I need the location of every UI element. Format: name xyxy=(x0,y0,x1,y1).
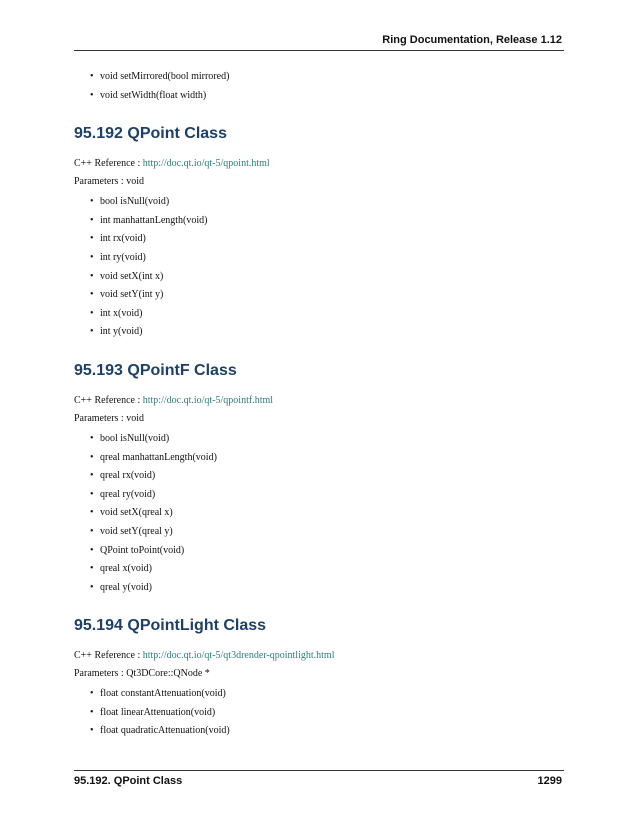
reference-link[interactable]: http://doc.qt.io/qt-5/qpoint.html xyxy=(142,158,270,170)
bullet-icon: • xyxy=(90,488,94,500)
footer-section-title: 95.192. QPoint Class xyxy=(74,775,183,787)
bullet-icon: • xyxy=(90,251,94,263)
bullet-icon: • xyxy=(90,470,94,482)
bullet-icon: • xyxy=(90,688,94,700)
section-qpointlight xyxy=(74,611,564,741)
list-item: • int y(void) xyxy=(74,323,564,342)
cpp-reference: C++ Reference : http://doc.qt.io/qt-5/qpointf.html xyxy=(74,394,274,406)
list-item: • float linearAttenuation(void) xyxy=(74,704,564,723)
bullet-icon: • xyxy=(90,432,94,444)
list-item: • qreal y(void) xyxy=(74,579,564,598)
section-heading: 95.194 QPointLight Class xyxy=(74,617,267,635)
list-item: • int ry(void) xyxy=(74,249,564,268)
intro-bullet-list xyxy=(74,68,564,105)
cpp-reference: C++ Reference : http://doc.qt.io/qt-5/qpoint.html xyxy=(74,158,270,170)
bullet-icon: • xyxy=(90,581,94,593)
bullet-icon: • xyxy=(90,525,94,537)
method-list xyxy=(74,430,564,597)
method-list xyxy=(74,193,564,342)
list-item: • void setWidth(float width) xyxy=(74,87,564,106)
bullet-icon: • xyxy=(90,507,94,519)
bullet-icon: • xyxy=(90,451,94,463)
list-item: • qreal ry(void) xyxy=(74,486,564,505)
bullet-icon: • xyxy=(90,270,94,282)
list-item: • int x(void) xyxy=(74,305,564,324)
bullet-icon: • xyxy=(90,196,94,208)
list-item: • void setY(int y) xyxy=(74,286,564,305)
list-item: • QPoint toPoint(void) xyxy=(74,542,564,561)
page-footer xyxy=(74,770,564,789)
list-item: • bool isNull(void) xyxy=(74,193,564,212)
bullet-icon: • xyxy=(90,725,94,737)
list-item: • void setX(int x) xyxy=(74,268,564,287)
list-item: • int manhattanLength(void) xyxy=(74,212,564,231)
page-number: 1299 xyxy=(537,775,562,787)
bullet-icon: • xyxy=(90,307,94,319)
method-list xyxy=(74,685,564,741)
parameters-line: Parameters : void xyxy=(74,176,144,188)
list-item: • int rx(void) xyxy=(74,230,564,249)
header-title: Ring Documentation, Release 1.12 xyxy=(382,34,562,46)
list-item: • void setMirrored(bool mirrored) xyxy=(74,68,564,87)
bullet-icon: • xyxy=(90,289,94,301)
bullet-icon: • xyxy=(90,326,94,338)
list-item: • void setY(qreal y) xyxy=(74,523,564,542)
bullet-icon: • xyxy=(90,89,94,101)
page-content xyxy=(74,68,564,741)
reference-link[interactable]: http://doc.qt.io/qt-5/qpointf.html xyxy=(142,394,274,406)
parameters-line: Parameters : Qt3DCore::QNode * xyxy=(74,668,210,680)
list-item: • float constantAttenuation(void) xyxy=(74,685,564,704)
reference-link[interactable]: http://doc.qt.io/qt-5/qt3drender-qpointlight.html xyxy=(142,650,335,662)
bullet-icon: • xyxy=(90,214,94,226)
bullet-icon: • xyxy=(90,706,94,718)
bullet-icon: • xyxy=(90,563,94,575)
list-item: • void setX(qreal x) xyxy=(74,504,564,523)
cpp-reference: C++ Reference : http://doc.qt.io/qt-5/qt3drender-qpointlight.html xyxy=(74,650,335,662)
section-qpoint xyxy=(74,119,564,342)
list-item: • float quadraticAttenuation(void) xyxy=(74,722,564,741)
parameters-line: Parameters : void xyxy=(74,412,144,424)
list-item: • bool isNull(void) xyxy=(74,430,564,449)
bullet-icon: • xyxy=(90,71,94,82)
list-item: • qreal x(void) xyxy=(74,560,564,579)
bullet-icon: • xyxy=(90,233,94,245)
section-qpointf xyxy=(74,356,564,597)
page-header xyxy=(74,32,564,51)
section-heading: 95.193 QPointF Class xyxy=(74,361,237,379)
list-item: • qreal manhattanLength(void) xyxy=(74,449,564,468)
list-item: • qreal rx(void) xyxy=(74,467,564,486)
section-heading: 95.192 QPoint Class xyxy=(74,125,227,143)
bullet-icon: • xyxy=(90,544,94,556)
